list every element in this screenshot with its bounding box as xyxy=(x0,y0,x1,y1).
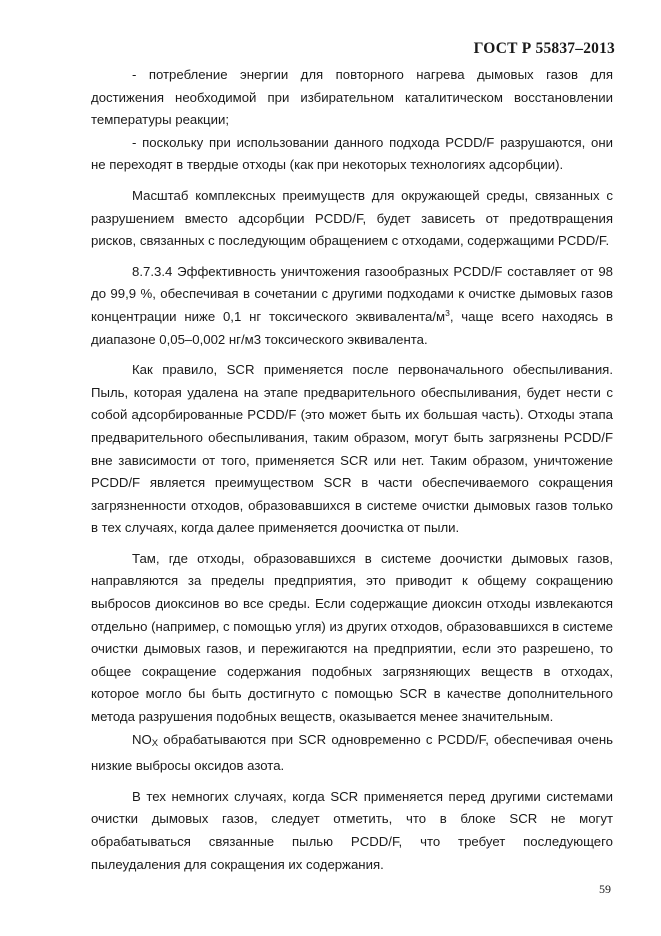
paragraph-nox-treatment xyxy=(91,729,613,778)
nox-text-end: обрабатываются при SCR одновременно с PCDD/F, обеспечивая очень низкие выбросы оксидов азота. xyxy=(91,731,613,774)
paragraph-solid-waste: - поскольку при использовании данного подхода PCDD/F разрушаются, они не переходят в твердые отходы (как при некоторых технологиях адсорбции). xyxy=(91,134,613,173)
superscript-cubic: 3 xyxy=(445,307,450,318)
subscript-x: X xyxy=(151,737,159,749)
paragraph-scr-after-dedusting: Как правило, SCR применяется после первоначального обеспыливания. Пыль, которая удалена на этапе предварительного обеспыливания, будет нести с собой адсорбированные PCDD/F (это может быть их большая часть). Отходы этапа предварительного обеспыливания, таким образом, могут быть загрязнены PCDD/F вне зависимости от того, применяется SCR или нет. Таким образом, уничтожение PCDD/F является преимуществом SCR в части обеспечиваемого сокращения загрязненности отходов, образовавшихся в системе очистки дымовых газов только в тех случаях, когда далее применяется доочистка от пыли. xyxy=(91,362,613,536)
paragraph-energy-reheating: - потребление энергии для повторного нагрева дымовых газов для достижения необходимой при избирательном каталитическом восстановлении температуры реакции; xyxy=(91,67,613,128)
document-body xyxy=(91,64,613,876)
paragraph-destruction-efficiency xyxy=(91,261,613,351)
paragraph-offsite-waste: Там, где отходы, образовавшихся в системе доочистки дымовых газов, направляются за пределы предприятия, это приводит к общему сокращению выбросов диоксинов во все среды. Если содержащие диоксин отходы извлекаются отдельно (например, с помощью угля) из других отходов, образовавшихся в системе очистки дымовых газов, и пережигаются на предприятии, если это разрешено, то общее сокращение содержания подобных загрязняющих веществ в отходах, которое могло бы быть достигнуто с помощью SCR в качестве дополнительного метода разрушения подобных веществ, оказывается менее значительным. xyxy=(91,550,613,725)
efficiency-text-start: 8.7.3.4 Эффективность уничтожения газообразных PCDD/F составляет от 98 до 99,9 %, обеспечивая в сочетании с другими подходами к очистке дымовых газов концентрации ниже 0,1 нг токсического эквивалента/м xyxy=(91,263,613,324)
paragraph-scr-before-other-systems: В тех немногих случаях, когда SCR применяется перед другими системами очистки дымовых газов, следует отметить, что в блоке SCR не могут обрабатываться связанные пылью PCDD/F, что требует последующего пылеудаления для сокращения их содержания. xyxy=(91,788,613,872)
paragraph-environmental-benefits: Масштаб комплексных преимуществ для окружающей среды, связанных с разрушением вместо адсорбции PCDD/F, будет зависеть от предотвращения рисков, связанных с последующим обращением с отходами, содержащими PCDD/F. xyxy=(91,187,613,249)
efficiency-text-end: , чаще всего находясь в диапазоне 0,05–0,002 нг/м3 токсического эквивалента. xyxy=(91,308,613,347)
document-code: ГОСТ Р 55837–2013 xyxy=(473,40,615,57)
nox-text-start: NO xyxy=(132,731,152,747)
page-number: 59 xyxy=(599,882,611,896)
